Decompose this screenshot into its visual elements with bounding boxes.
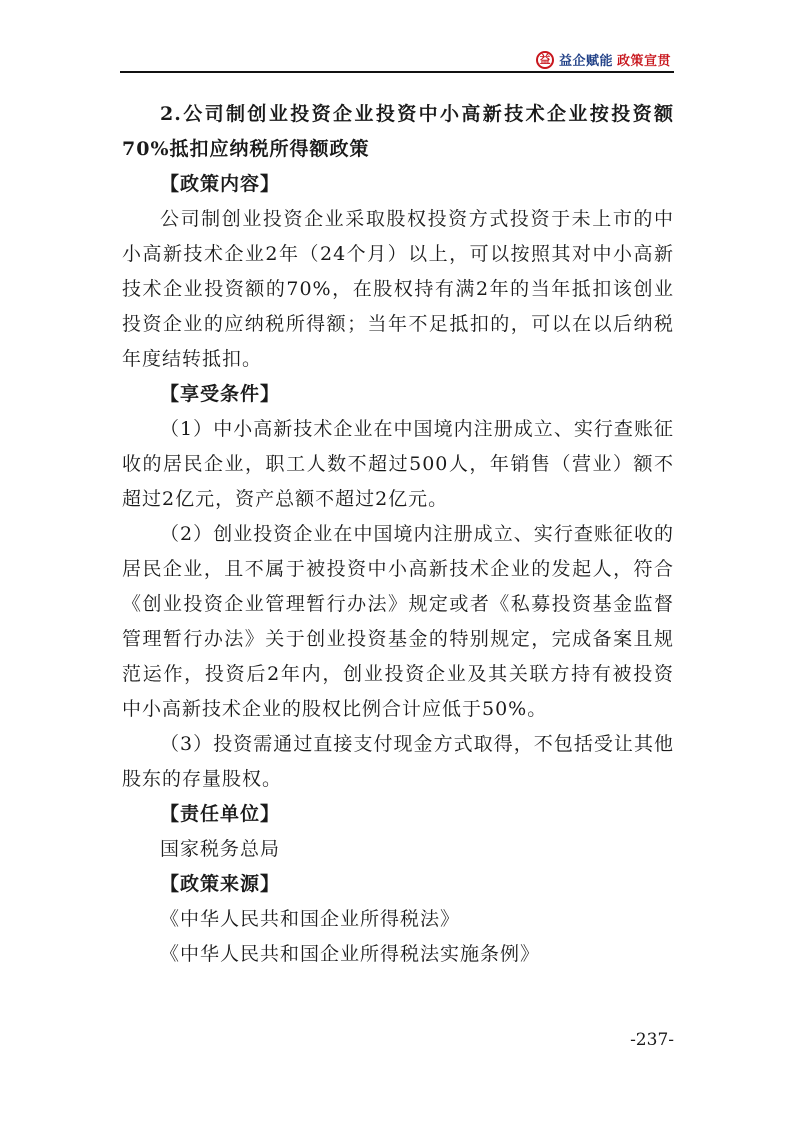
section-heading-content: 【政策内容】: [160, 173, 281, 195]
header-brand: [536, 50, 671, 69]
responsible-unit-text: 国家税务总局: [160, 838, 281, 860]
condition-item-1: （1）中小高新技术企业在中国境内注册成立、实行查账征收的居民企业，职工人数不超过500人，年销售（营业）额不超过2亿元，资产总额不超过2亿元。: [122, 418, 674, 510]
policy-source-1: 《中华人民共和国企业所得税法》: [160, 908, 461, 930]
policy-title: 2.公司制创业投资企业投资中小高新技术企业按投资额70%抵扣应纳税所得额政策: [122, 103, 674, 160]
brand-text: [559, 50, 671, 69]
section-heading-conditions: 【享受条件】: [160, 383, 281, 405]
brand-name: 益企赋能: [558, 54, 613, 69]
brand-logo-icon: 益: [536, 51, 554, 69]
condition-item-2: （2）创业投资企业在中国境内注册成立、实行查账征收的居民企业，且不属于被投资中小高新技术企业的发起人，符合《创业投资企业管理暂行办法》规定或者《私募投资基金监督管理暂行办法》关于创业投资基金的特别规定，完成备案且规范运作，投资后2年内，创业投资企业及其关联方持有被投资中小高新技术企业的股权比例合计应低于50%。: [122, 523, 674, 720]
document-body: [122, 97, 674, 972]
section-heading-unit: 【责任单位】: [160, 803, 281, 825]
policy-content-text: 公司制创业投资企业采取股权投资方式投资于未上市的中小高新技术企业2年（24个月）以上，可以按照其对中小高新技术企业投资额的70%，在股权持有满2年的当年抵扣该创业投资企业的应纳税所得额；当年不足抵扣的，可以在以后纳税年度结转抵扣。: [122, 208, 674, 370]
brand-subtitle: 政策宣贯: [616, 54, 671, 69]
policy-source-2: 《中华人民共和国企业所得税法实施条例》: [160, 943, 541, 965]
condition-item-3: （3）投资需通过直接支付现金方式取得，不包括受让其他股东的存量股权。: [122, 733, 674, 790]
page-number: -237-: [630, 1030, 674, 1050]
section-heading-source: 【政策来源】: [160, 873, 281, 895]
header-divider: [120, 71, 674, 73]
